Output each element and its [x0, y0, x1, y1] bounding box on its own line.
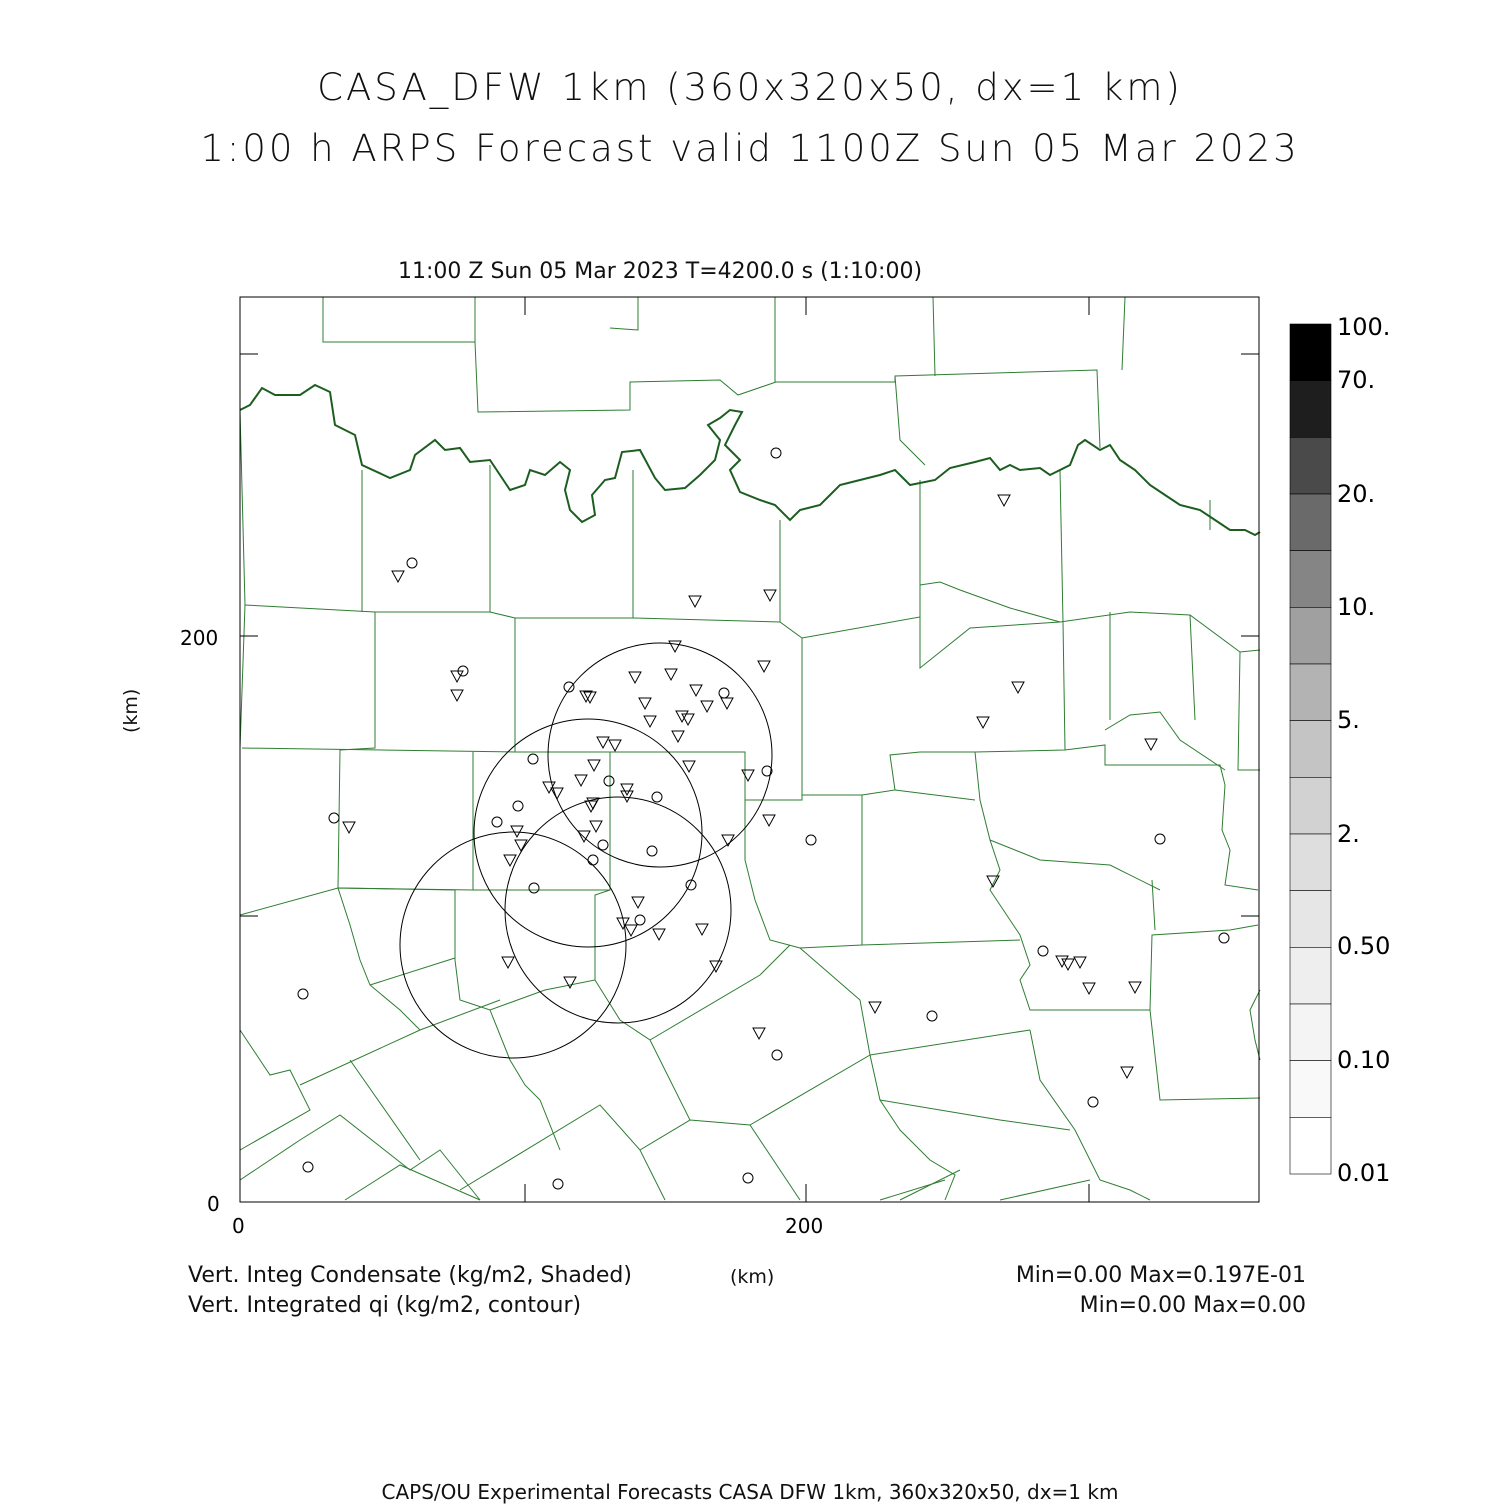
- radar-ring: [548, 643, 772, 867]
- x-tick-label: 200: [785, 1214, 824, 1238]
- colorbar-label: 20.: [1337, 480, 1376, 508]
- station-triangle: [869, 1002, 881, 1013]
- station-triangle: [1074, 957, 1086, 968]
- legend-shaded-field: Vert. Integ Condensate (kg/m2, Shaded): [188, 1263, 632, 1288]
- station-triangle: [721, 698, 733, 709]
- station-triangle: [625, 925, 637, 936]
- station-triangle: [1121, 1067, 1133, 1078]
- title-line-2: 1:00 h ARPS Forecast valid 1100Z Sun 05 Mar 2023: [200, 127, 1300, 170]
- station-triangle: [764, 590, 776, 601]
- colorbar-swatch: [1290, 381, 1331, 438]
- station-triangle: [753, 1028, 765, 1039]
- state-border: [240, 385, 1260, 535]
- station-triangle: [1145, 739, 1157, 750]
- station-triangle: [632, 897, 644, 908]
- y-axis-unit: (km): [120, 688, 142, 733]
- station-triangle: [451, 671, 463, 682]
- station-triangle: [676, 711, 688, 722]
- station-circles: [298, 448, 1229, 1189]
- station-triangle: [588, 760, 600, 771]
- plot-frame: [240, 297, 1259, 1202]
- legend-contour-field: Vert. Integrated qi (kg/m2, contour): [188, 1293, 582, 1318]
- colorbar-swatch: [1290, 947, 1331, 1004]
- y-tick-label: 200: [180, 626, 219, 650]
- shaded-field-range: Min=0.00 Max=0.197E-01: [1015, 1263, 1306, 1288]
- colorbar-label: 10.: [1337, 593, 1376, 621]
- station-triangle: [669, 641, 681, 652]
- colorbar-swatch: [1290, 721, 1331, 778]
- station-triangle: [564, 977, 576, 988]
- station-triangle: [644, 716, 656, 727]
- colorbar-swatch: [1290, 1117, 1331, 1174]
- station-triangle: [987, 876, 999, 887]
- station-triangle: [551, 788, 563, 799]
- station-triangle: [696, 924, 708, 935]
- plot-subtitle: 11:00 Z Sun 05 Mar 2023 T=4200.0 s (1:10:00): [398, 259, 923, 284]
- station-triangle: [609, 740, 621, 751]
- colorbar-swatch: [1290, 664, 1331, 721]
- contour-field-range: Min=0.00 Max=0.00: [1079, 1293, 1306, 1318]
- station-triangle: [1056, 956, 1068, 967]
- station-triangle: [701, 701, 713, 712]
- colorbar-swatch: [1290, 1061, 1331, 1118]
- y-tick-label: 0: [207, 1192, 220, 1216]
- station-triangle: [502, 957, 514, 968]
- colorbar-label: 2.: [1337, 820, 1360, 848]
- colorbar-swatch: [1290, 607, 1331, 664]
- colorbar: [1290, 324, 1331, 1174]
- station-triangle: [977, 717, 989, 728]
- station-triangle: [575, 775, 587, 786]
- station-triangle: [998, 495, 1010, 506]
- colorbar-swatch: [1290, 777, 1331, 834]
- station-triangle: [683, 761, 695, 772]
- footer-credit: CAPS/OU Experimental Forecasts CASA DFW 1km, 360x320x50, dx=1 km: [381, 1480, 1119, 1504]
- axis-ticks: [240, 297, 1259, 1202]
- station-triangle: [763, 815, 775, 826]
- station-triangle: [451, 690, 463, 701]
- station-triangle: [621, 791, 633, 802]
- station-triangle: [392, 571, 404, 582]
- station-triangle: [1083, 983, 1095, 994]
- station-triangle: [690, 685, 702, 696]
- radar-range-rings: [400, 643, 772, 1058]
- county-lines: [240, 297, 1260, 1200]
- radar-ring: [505, 797, 731, 1023]
- station-triangle: [639, 698, 651, 709]
- station-triangle: [343, 822, 355, 833]
- colorbar-label: 0.50: [1337, 932, 1391, 960]
- station-triangle: [653, 929, 665, 940]
- station-triangle: [511, 826, 523, 837]
- station-triangle: [742, 770, 754, 781]
- colorbar-swatch: [1290, 1004, 1331, 1061]
- station-triangle: [665, 669, 677, 680]
- colorbar-swatch: [1290, 437, 1331, 494]
- colorbar-label: 70.: [1337, 366, 1376, 394]
- station-triangles: [343, 495, 1157, 1078]
- colorbar-label: 0.01: [1337, 1159, 1391, 1187]
- station-triangle: [597, 737, 609, 748]
- colorbar-swatch: [1290, 834, 1331, 891]
- station-triangle: [758, 661, 770, 672]
- radar-ring: [474, 719, 702, 947]
- colorbar-swatch: [1290, 551, 1331, 608]
- colorbar-swatch: [1290, 891, 1331, 948]
- x-axis-unit: (km): [730, 1266, 775, 1288]
- radar-ring: [400, 832, 626, 1058]
- colorbar-label: 5.: [1337, 706, 1360, 734]
- station-triangle: [672, 731, 684, 742]
- colorbar-swatch: [1290, 494, 1331, 551]
- station-triangle: [590, 821, 602, 832]
- title-line-1: CASA_DFW 1km (360x320x50, dx=1 km): [317, 66, 1183, 109]
- station-triangle: [1129, 982, 1141, 993]
- station-triangle: [585, 801, 597, 812]
- station-triangle: [629, 672, 641, 683]
- colorbar-swatch: [1290, 324, 1331, 381]
- station-triangle: [689, 596, 701, 607]
- colorbar-label: 100.: [1337, 313, 1391, 341]
- x-tick-label: 0: [232, 1214, 245, 1238]
- station-triangle: [1012, 682, 1024, 693]
- colorbar-label: 0.10: [1337, 1046, 1391, 1074]
